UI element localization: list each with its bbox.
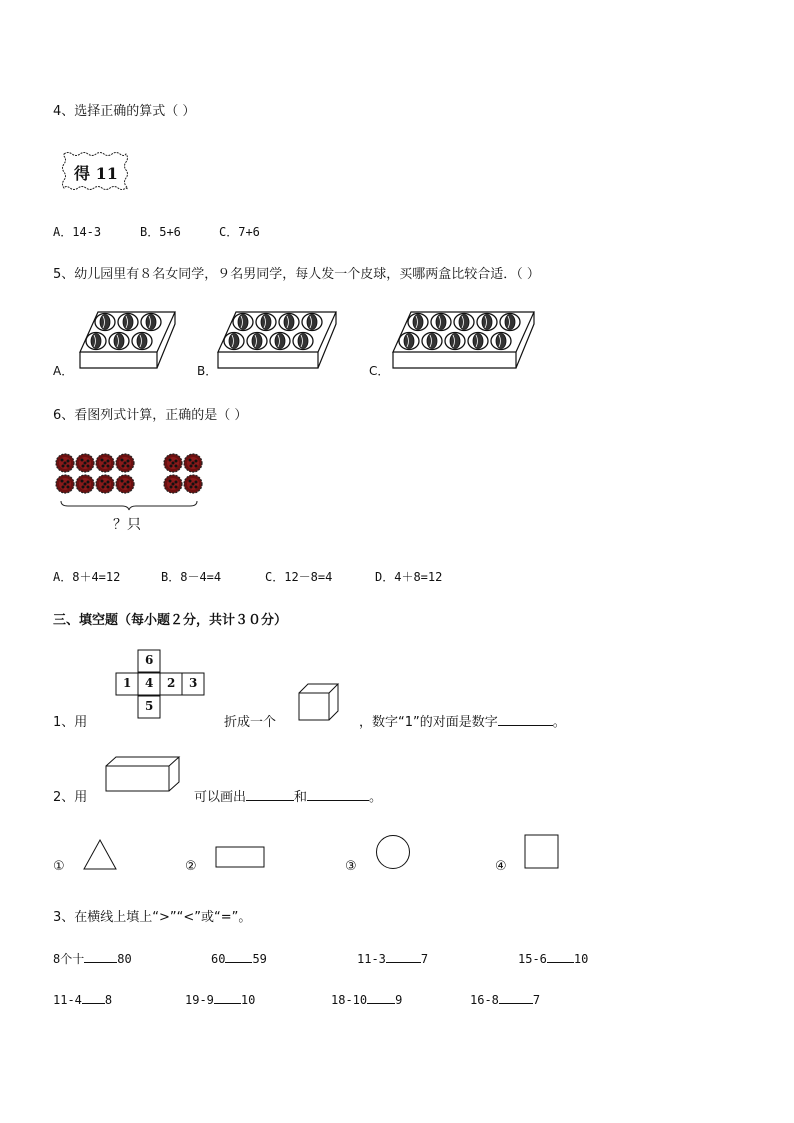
ladybug-icon — [56, 475, 74, 493]
net-number-far-right: 3 — [189, 676, 198, 690]
shape-label-1: ① — [53, 859, 65, 874]
shape-label-4: ④ — [495, 859, 507, 874]
net-number-top: 6 — [145, 653, 154, 667]
compare-blank[interactable] — [499, 991, 533, 1004]
compare-item — [211, 950, 267, 966]
compare-right: 9 — [395, 993, 403, 1007]
fill2-blank-1[interactable] — [246, 788, 294, 801]
compare-right: 7 — [532, 993, 541, 1007]
ball-box-8-image — [218, 308, 343, 373]
compare-blank[interactable] — [214, 991, 241, 1004]
compare-right: 8 — [104, 993, 113, 1007]
ball — [118, 314, 138, 331]
compare-right: 7 — [420, 952, 429, 966]
q4-image-frame — [60, 150, 130, 192]
ball — [302, 314, 322, 331]
ball — [408, 314, 428, 331]
ladybug-icon — [164, 475, 182, 493]
compare-right: 80 — [117, 952, 132, 966]
compare-item — [53, 991, 112, 1007]
compare-item — [53, 950, 132, 967]
compare-blank[interactable] — [225, 950, 252, 963]
ball — [500, 314, 520, 331]
q4-stem: 4、选择正确的算式（ ） — [53, 104, 196, 119]
cube-icon — [298, 683, 340, 721]
fill1-end: 。 — [552, 715, 566, 730]
compare-right: 10 — [240, 993, 256, 1007]
compare-item — [518, 950, 588, 966]
q6-option-c: C．12－8=4 — [265, 570, 333, 584]
ball — [445, 333, 465, 350]
ball — [422, 333, 442, 350]
ladybug-icon — [56, 454, 74, 472]
ball — [270, 333, 290, 350]
ladybug-icon — [164, 454, 182, 472]
fill1-blank[interactable] — [498, 713, 553, 726]
square-icon — [524, 834, 560, 870]
ball — [247, 333, 267, 350]
compare-left: 15-6 — [518, 952, 547, 966]
ball — [491, 333, 511, 350]
ball — [279, 314, 299, 331]
compare-item — [185, 991, 255, 1007]
cube-net-figure — [113, 649, 208, 719]
compare-left: 18-10 — [331, 993, 368, 1007]
ball — [86, 333, 106, 350]
ball-box-6-image — [80, 308, 180, 373]
q5-option-b: B． — [197, 364, 218, 378]
ladybug-icon — [76, 475, 94, 493]
q6-option-b: B．8－4=4 — [161, 570, 222, 584]
ladybug-icon — [76, 454, 94, 472]
q5-option-a: A． — [53, 364, 74, 378]
fill2-line — [194, 786, 382, 805]
fill2-blank-2[interactable] — [307, 788, 369, 801]
ball — [224, 333, 244, 350]
ball — [109, 333, 129, 350]
fill2-prefix: 2、用 — [53, 790, 88, 805]
ladybug-icon — [184, 475, 202, 493]
ladybug-icon — [116, 454, 134, 472]
ball — [233, 314, 253, 331]
fill1-suffix-line — [359, 711, 566, 730]
fill3-stem: 3、在横线上填上“>”“<”或“=”。 — [53, 910, 252, 925]
net-number-left: 1 — [123, 676, 132, 690]
q4-option-a: A．14-3 — [53, 225, 102, 239]
fill1-suffix: ，数字“1”的对面是数字 — [359, 715, 498, 730]
section3-title: 三、填空题（每小题２分，共计３０分） — [53, 613, 288, 628]
ball — [454, 314, 474, 331]
triangle-icon — [83, 839, 117, 871]
q4-option-c: C．7+6 — [219, 225, 260, 239]
ball — [141, 314, 161, 331]
ball — [293, 333, 313, 350]
shape-label-2: ② — [185, 859, 197, 874]
compare-blank[interactable] — [82, 991, 105, 1004]
compare-right: 59 — [252, 952, 267, 966]
compare-left: 19-9 — [185, 993, 214, 1007]
compare-blank[interactable] — [547, 950, 574, 963]
shape-label-3: ③ — [345, 859, 357, 874]
fill2-middle: 可以画出 — [194, 790, 247, 805]
fill1-middle: 折成一个 — [224, 715, 277, 730]
fill1-prefix: 1、用 — [53, 715, 88, 730]
net-number-bottom: 5 — [145, 699, 154, 713]
ball — [431, 314, 451, 331]
ball — [468, 333, 488, 350]
fill2-end: 。 — [369, 790, 383, 805]
ball — [477, 314, 497, 331]
compare-right: 10 — [573, 952, 589, 966]
compare-blank[interactable] — [84, 950, 117, 963]
q5-option-c: C． — [369, 364, 390, 378]
q6-stem: 6、看图列式计算，正确的是（ ） — [53, 408, 248, 423]
ladybug-icon — [184, 454, 202, 472]
q4-image-text: 得 11 — [74, 164, 118, 183]
compare-blank[interactable] — [367, 991, 395, 1004]
ladybug-icon — [96, 475, 114, 493]
q5-stem: 5、幼儿园里有８名女同学，９名男同学，每人发一个皮球，买哪两盒比较合适．（ ） — [53, 267, 540, 282]
q4-option-b: B．5+6 — [140, 225, 181, 239]
ball — [256, 314, 276, 331]
net-number-right: 2 — [167, 676, 176, 690]
compare-item — [470, 991, 540, 1007]
compare-left: 11-3 — [357, 952, 386, 966]
ladybug-group-image — [54, 452, 204, 502]
q6-image-label: ？只 — [113, 517, 141, 533]
brace-icon — [60, 500, 198, 510]
circle-icon — [375, 834, 411, 870]
q6-option-d: D．4＋8=12 — [375, 570, 443, 584]
cuboid-icon — [105, 756, 181, 792]
ball — [95, 314, 115, 331]
compare-left: 60 — [211, 952, 226, 966]
compare-item — [331, 991, 402, 1007]
ladybug-icon — [116, 475, 134, 493]
compare-left: 16-8 — [470, 993, 499, 1007]
compare-left: 11-4 — [53, 993, 82, 1007]
rectangle-icon — [215, 846, 265, 868]
compare-item — [357, 950, 428, 966]
net-number-center: 4 — [145, 676, 154, 690]
fill2-and: 和 — [294, 790, 308, 805]
ladybug-icon — [96, 454, 114, 472]
compare-left: 8个十 — [53, 952, 85, 966]
ball-box-10-image — [393, 308, 538, 373]
ball — [132, 333, 152, 350]
compare-blank[interactable] — [386, 950, 421, 963]
q6-option-a: A．8＋4=12 — [53, 570, 121, 584]
ball — [399, 333, 419, 350]
